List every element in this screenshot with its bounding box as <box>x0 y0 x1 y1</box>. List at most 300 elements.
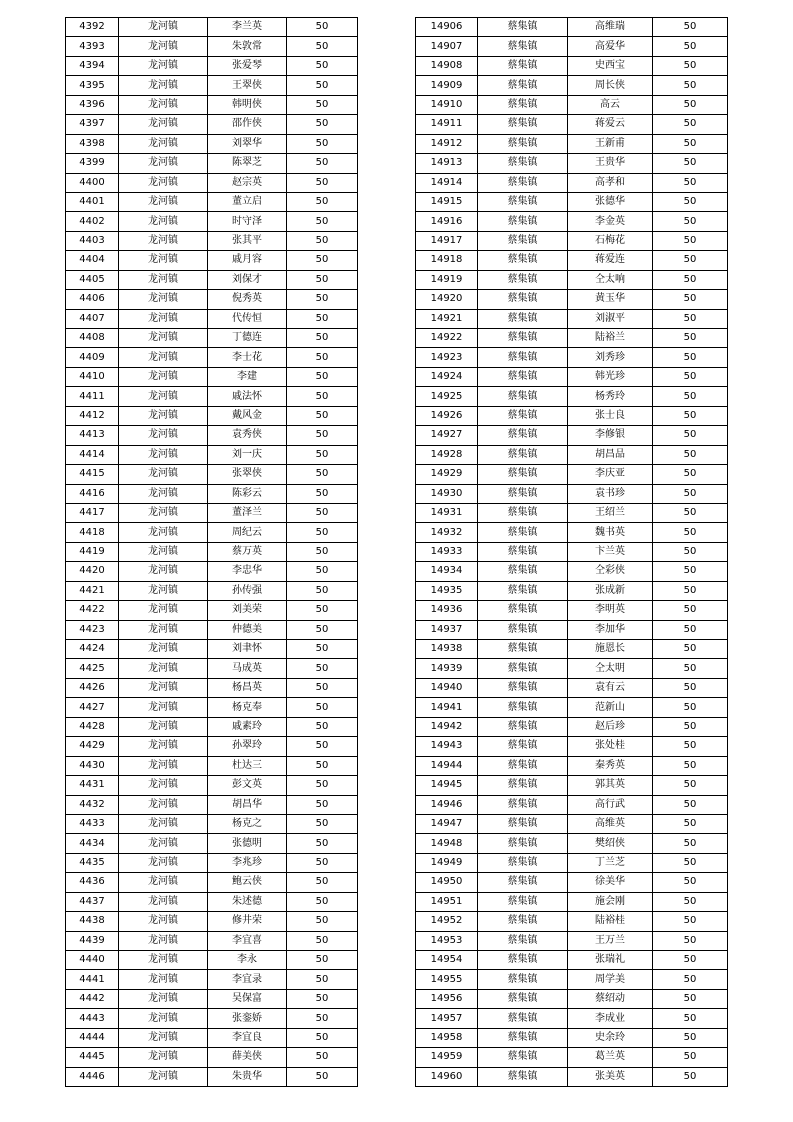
town-cell: 龙河镇 <box>119 853 208 872</box>
amount-cell: 50 <box>653 737 728 756</box>
person-name-cell: 高孝和 <box>568 173 653 192</box>
record-number: 14951 <box>416 892 478 911</box>
table-row <box>416 795 728 814</box>
amount-cell: 50 <box>653 56 728 75</box>
town-cell: 蔡集镇 <box>478 76 568 95</box>
amount-cell: 50 <box>287 426 358 445</box>
record-number: 14911 <box>416 115 478 134</box>
amount-cell: 50 <box>653 620 728 639</box>
amount-cell: 50 <box>287 367 358 386</box>
table-row <box>416 659 728 678</box>
table-row <box>416 1028 728 1047</box>
record-number: 4411 <box>66 387 119 406</box>
town-cell: 龙河镇 <box>119 717 208 736</box>
person-name-cell: 李兰英 <box>208 18 287 37</box>
town-cell: 龙河镇 <box>119 737 208 756</box>
record-number: 4441 <box>66 970 119 989</box>
town-cell: 龙河镇 <box>119 426 208 445</box>
record-number: 14944 <box>416 756 478 775</box>
table-row <box>66 756 358 775</box>
amount-cell: 50 <box>653 834 728 853</box>
person-name-cell: 吴保富 <box>208 989 287 1008</box>
table-row <box>416 212 728 231</box>
town-cell: 龙河镇 <box>119 367 208 386</box>
record-number: 4394 <box>66 56 119 75</box>
person-name-cell: 史西宝 <box>568 56 653 75</box>
amount-cell: 50 <box>287 154 358 173</box>
amount-cell: 50 <box>287 562 358 581</box>
record-number: 14934 <box>416 562 478 581</box>
town-cell: 龙河镇 <box>119 329 208 348</box>
town-cell: 蔡集镇 <box>478 542 568 561</box>
person-name-cell: 施会刚 <box>568 892 653 911</box>
person-name-cell: 郭其英 <box>568 776 653 795</box>
town-cell: 龙河镇 <box>119 115 208 134</box>
town-cell: 龙河镇 <box>119 581 208 600</box>
person-name-cell: 李庆亚 <box>568 465 653 484</box>
table-row <box>416 523 728 542</box>
amount-cell: 50 <box>287 678 358 697</box>
record-number: 14947 <box>416 814 478 833</box>
record-number: 4406 <box>66 290 119 309</box>
record-number: 14959 <box>416 1048 478 1067</box>
town-cell: 龙河镇 <box>119 56 208 75</box>
record-number: 4438 <box>66 912 119 931</box>
town-cell: 龙河镇 <box>119 1009 208 1028</box>
amount-cell: 50 <box>653 367 728 386</box>
table-row <box>66 173 358 192</box>
person-name-cell: 彭文英 <box>208 776 287 795</box>
person-name-cell: 高云 <box>568 95 653 114</box>
person-name-cell: 张其平 <box>208 231 287 250</box>
table-row <box>416 134 728 153</box>
record-number: 14952 <box>416 912 478 931</box>
table-row <box>416 776 728 795</box>
record-number: 4427 <box>66 698 119 717</box>
amount-cell: 50 <box>653 640 728 659</box>
amount-cell: 50 <box>287 989 358 1008</box>
table-row <box>416 912 728 931</box>
table-row <box>66 231 358 250</box>
record-number: 14922 <box>416 329 478 348</box>
amount-cell: 50 <box>287 95 358 114</box>
record-number: 4409 <box>66 348 119 367</box>
amount-cell: 50 <box>287 387 358 406</box>
record-number: 4444 <box>66 1028 119 1047</box>
table-row <box>66 1048 358 1067</box>
record-number: 4407 <box>66 309 119 328</box>
table-row <box>66 873 358 892</box>
town-cell: 龙河镇 <box>119 18 208 37</box>
record-number: 14938 <box>416 640 478 659</box>
person-name-cell: 王贵华 <box>568 154 653 173</box>
town-cell: 龙河镇 <box>119 814 208 833</box>
record-number: 4435 <box>66 853 119 872</box>
record-number: 14941 <box>416 698 478 717</box>
person-name-cell: 史余玲 <box>568 1028 653 1047</box>
table-row <box>416 37 728 56</box>
amount-cell: 50 <box>653 465 728 484</box>
amount-cell: 50 <box>653 698 728 717</box>
amount-cell: 50 <box>287 18 358 37</box>
town-cell: 蔡集镇 <box>478 834 568 853</box>
amount-cell: 50 <box>287 56 358 75</box>
person-name-cell: 刘美荣 <box>208 601 287 620</box>
person-name-cell: 杨秀玲 <box>568 387 653 406</box>
table-row <box>66 290 358 309</box>
record-number: 4413 <box>66 426 119 445</box>
amount-cell: 50 <box>653 231 728 250</box>
town-cell: 蔡集镇 <box>478 562 568 581</box>
person-name-cell: 仝太响 <box>568 270 653 289</box>
town-cell: 蔡集镇 <box>478 192 568 211</box>
person-name-cell: 杨克奉 <box>208 698 287 717</box>
person-name-cell: 王万兰 <box>568 931 653 950</box>
amount-cell: 50 <box>287 115 358 134</box>
town-cell: 龙河镇 <box>119 445 208 464</box>
town-cell: 蔡集镇 <box>478 134 568 153</box>
amount-cell: 50 <box>287 406 358 425</box>
table-row <box>66 56 358 75</box>
amount-cell: 50 <box>287 309 358 328</box>
table-row <box>416 231 728 250</box>
amount-cell: 50 <box>287 931 358 950</box>
record-number: 14918 <box>416 251 478 270</box>
table-row <box>66 562 358 581</box>
person-name-cell: 樊绍侠 <box>568 834 653 853</box>
town-cell: 龙河镇 <box>119 659 208 678</box>
person-name-cell: 李加华 <box>568 620 653 639</box>
amount-cell: 50 <box>653 251 728 270</box>
town-cell: 蔡集镇 <box>478 426 568 445</box>
record-number: 4408 <box>66 329 119 348</box>
person-name-cell: 代传恒 <box>208 309 287 328</box>
record-number: 14930 <box>416 484 478 503</box>
table-row <box>66 503 358 522</box>
amount-cell: 50 <box>653 18 728 37</box>
record-number: 4430 <box>66 756 119 775</box>
record-number: 4432 <box>66 795 119 814</box>
table-row <box>66 834 358 853</box>
record-number: 14946 <box>416 795 478 814</box>
town-cell: 蔡集镇 <box>478 640 568 659</box>
person-name-cell: 张成新 <box>568 581 653 600</box>
record-number: 4398 <box>66 134 119 153</box>
person-name-cell: 杨克之 <box>208 814 287 833</box>
person-name-cell: 刘一庆 <box>208 445 287 464</box>
table-row <box>416 892 728 911</box>
table-row <box>416 737 728 756</box>
amount-cell: 50 <box>653 95 728 114</box>
table-row <box>66 970 358 989</box>
amount-cell: 50 <box>653 348 728 367</box>
town-cell: 蔡集镇 <box>478 523 568 542</box>
town-cell: 龙河镇 <box>119 892 208 911</box>
person-name-cell: 李忠华 <box>208 562 287 581</box>
town-cell: 蔡集镇 <box>478 154 568 173</box>
amount-cell: 50 <box>653 270 728 289</box>
table-row <box>66 912 358 931</box>
amount-cell: 50 <box>653 562 728 581</box>
town-cell: 蔡集镇 <box>478 1048 568 1067</box>
person-name-cell: 马成英 <box>208 659 287 678</box>
person-name-cell: 高维瑞 <box>568 18 653 37</box>
person-name-cell: 蒋爱云 <box>568 115 653 134</box>
town-cell: 龙河镇 <box>119 251 208 270</box>
person-name-cell: 李成业 <box>568 1009 653 1028</box>
record-number: 14913 <box>416 154 478 173</box>
record-number: 14932 <box>416 523 478 542</box>
person-name-cell: 时守泽 <box>208 212 287 231</box>
record-number: 14949 <box>416 853 478 872</box>
record-number: 14953 <box>416 931 478 950</box>
table-row <box>66 406 358 425</box>
town-cell: 龙河镇 <box>119 542 208 561</box>
record-number: 14907 <box>416 37 478 56</box>
amount-cell: 50 <box>287 1009 358 1028</box>
person-name-cell: 袁秀侠 <box>208 426 287 445</box>
town-cell: 蔡集镇 <box>478 484 568 503</box>
town-cell: 蔡集镇 <box>478 95 568 114</box>
table-row <box>66 115 358 134</box>
amount-cell: 50 <box>653 154 728 173</box>
table-row <box>66 737 358 756</box>
amount-cell: 50 <box>287 270 358 289</box>
town-cell: 龙河镇 <box>119 192 208 211</box>
person-name-cell: 丁德连 <box>208 329 287 348</box>
person-name-cell: 卞兰英 <box>568 542 653 561</box>
record-number: 14929 <box>416 465 478 484</box>
person-name-cell: 倪秀英 <box>208 290 287 309</box>
town-cell: 蔡集镇 <box>478 18 568 37</box>
town-cell: 龙河镇 <box>119 795 208 814</box>
person-name-cell: 蔡绍动 <box>568 989 653 1008</box>
amount-cell: 50 <box>653 912 728 931</box>
person-name-cell: 仝彩侠 <box>568 562 653 581</box>
town-cell: 龙河镇 <box>119 465 208 484</box>
amount-cell: 50 <box>653 776 728 795</box>
town-cell: 龙河镇 <box>119 678 208 697</box>
table-row <box>416 290 728 309</box>
table-row <box>416 542 728 561</box>
amount-cell: 50 <box>287 581 358 600</box>
person-name-cell: 蒋爱连 <box>568 251 653 270</box>
town-cell: 龙河镇 <box>119 1067 208 1086</box>
table-row <box>66 367 358 386</box>
town-cell: 龙河镇 <box>119 387 208 406</box>
person-name-cell: 黄玉华 <box>568 290 653 309</box>
person-name-cell: 杨昌英 <box>208 678 287 697</box>
person-name-cell: 赵宗英 <box>208 173 287 192</box>
amount-cell: 50 <box>287 329 358 348</box>
town-cell: 蔡集镇 <box>478 465 568 484</box>
record-number: 14920 <box>416 290 478 309</box>
person-name-cell: 周长侠 <box>568 76 653 95</box>
table-row <box>416 1067 728 1086</box>
person-name-cell: 鲍云侠 <box>208 873 287 892</box>
amount-cell: 50 <box>653 37 728 56</box>
table-row <box>416 465 728 484</box>
person-name-cell: 胡昌品 <box>568 445 653 464</box>
amount-cell: 50 <box>653 581 728 600</box>
person-name-cell: 刘翠华 <box>208 134 287 153</box>
person-name-cell: 孙翠玲 <box>208 737 287 756</box>
table-row <box>66 717 358 736</box>
amount-cell: 50 <box>287 970 358 989</box>
record-number: 14917 <box>416 231 478 250</box>
amount-cell: 50 <box>287 290 358 309</box>
table-row <box>66 134 358 153</box>
table-row <box>416 931 728 950</box>
record-number: 4402 <box>66 212 119 231</box>
record-number: 4405 <box>66 270 119 289</box>
table-row <box>416 951 728 970</box>
table-row <box>66 698 358 717</box>
amount-cell: 50 <box>287 212 358 231</box>
amount-cell: 50 <box>287 951 358 970</box>
town-cell: 蔡集镇 <box>478 251 568 270</box>
roster-table-left <box>65 17 358 1087</box>
person-name-cell: 蔡万英 <box>208 542 287 561</box>
record-number: 4437 <box>66 892 119 911</box>
table-row <box>416 698 728 717</box>
table-row <box>66 640 358 659</box>
record-number: 4415 <box>66 465 119 484</box>
town-cell: 龙河镇 <box>119 173 208 192</box>
record-number: 14927 <box>416 426 478 445</box>
town-cell: 龙河镇 <box>119 970 208 989</box>
town-cell: 蔡集镇 <box>478 892 568 911</box>
record-number: 4419 <box>66 542 119 561</box>
person-name-cell: 王新甫 <box>568 134 653 153</box>
amount-cell: 50 <box>653 951 728 970</box>
record-number: 4416 <box>66 484 119 503</box>
table-row <box>416 1048 728 1067</box>
record-number: 4428 <box>66 717 119 736</box>
table-row <box>66 678 358 697</box>
table-row <box>416 406 728 425</box>
record-number: 14931 <box>416 503 478 522</box>
record-number: 4422 <box>66 601 119 620</box>
table-row <box>66 795 358 814</box>
town-cell: 蔡集镇 <box>478 231 568 250</box>
table-row <box>66 620 358 639</box>
person-name-cell: 李建 <box>208 367 287 386</box>
record-number: 4426 <box>66 678 119 697</box>
record-number: 14925 <box>416 387 478 406</box>
town-cell: 蔡集镇 <box>478 581 568 600</box>
amount-cell: 50 <box>287 873 358 892</box>
record-number: 4446 <box>66 1067 119 1086</box>
table-row <box>416 581 728 600</box>
amount-cell: 50 <box>287 834 358 853</box>
table-row <box>66 270 358 289</box>
table-row <box>66 348 358 367</box>
person-name-cell: 徐美华 <box>568 873 653 892</box>
person-name-cell: 朱述德 <box>208 892 287 911</box>
person-name-cell: 袁有云 <box>568 678 653 697</box>
amount-cell: 50 <box>653 659 728 678</box>
amount-cell: 50 <box>653 795 728 814</box>
person-name-cell: 仝太明 <box>568 659 653 678</box>
table-row <box>66 951 358 970</box>
amount-cell: 50 <box>287 251 358 270</box>
person-name-cell: 戚月容 <box>208 251 287 270</box>
amount-cell: 50 <box>287 523 358 542</box>
table-row <box>66 542 358 561</box>
record-number: 14943 <box>416 737 478 756</box>
table-row <box>66 814 358 833</box>
amount-cell: 50 <box>287 348 358 367</box>
town-cell: 龙河镇 <box>119 290 208 309</box>
amount-cell: 50 <box>653 873 728 892</box>
town-cell: 龙河镇 <box>119 348 208 367</box>
amount-cell: 50 <box>653 523 728 542</box>
town-cell: 蔡集镇 <box>478 601 568 620</box>
table-row <box>66 95 358 114</box>
record-number: 14912 <box>416 134 478 153</box>
amount-cell: 50 <box>653 853 728 872</box>
record-number: 14928 <box>416 445 478 464</box>
person-name-cell: 李士花 <box>208 348 287 367</box>
town-cell: 龙河镇 <box>119 873 208 892</box>
town-cell: 龙河镇 <box>119 1048 208 1067</box>
person-name-cell: 韩光珍 <box>568 367 653 386</box>
record-number: 4412 <box>66 406 119 425</box>
town-cell: 蔡集镇 <box>478 912 568 931</box>
person-name-cell: 刘聿怀 <box>208 640 287 659</box>
amount-cell: 50 <box>653 76 728 95</box>
roster-table-right <box>415 17 728 1087</box>
record-number: 14921 <box>416 309 478 328</box>
table-row <box>416 367 728 386</box>
town-cell: 蔡集镇 <box>478 115 568 134</box>
table-row <box>66 523 358 542</box>
table-row <box>66 776 358 795</box>
town-cell: 蔡集镇 <box>478 678 568 697</box>
record-number: 14939 <box>416 659 478 678</box>
table-row <box>66 659 358 678</box>
town-cell: 龙河镇 <box>119 406 208 425</box>
person-name-cell: 仲德美 <box>208 620 287 639</box>
table-row <box>66 76 358 95</box>
town-cell: 蔡集镇 <box>478 717 568 736</box>
record-number: 14955 <box>416 970 478 989</box>
town-cell: 蔡集镇 <box>478 212 568 231</box>
record-number: 14906 <box>416 18 478 37</box>
amount-cell: 50 <box>287 484 358 503</box>
table-row <box>416 426 728 445</box>
record-number: 14919 <box>416 270 478 289</box>
person-name-cell: 陆裕兰 <box>568 329 653 348</box>
town-cell: 蔡集镇 <box>478 737 568 756</box>
person-name-cell: 张銮娇 <box>208 1009 287 1028</box>
amount-cell: 50 <box>287 795 358 814</box>
amount-cell: 50 <box>653 426 728 445</box>
amount-cell: 50 <box>287 756 358 775</box>
record-number: 4442 <box>66 989 119 1008</box>
person-name-cell: 戚素玲 <box>208 717 287 736</box>
amount-cell: 50 <box>287 640 358 659</box>
record-number: 14923 <box>416 348 478 367</box>
table-row <box>416 989 728 1008</box>
record-number: 4397 <box>66 115 119 134</box>
town-cell: 龙河镇 <box>119 503 208 522</box>
town-cell: 蔡集镇 <box>478 951 568 970</box>
record-number: 14916 <box>416 212 478 231</box>
town-cell: 龙河镇 <box>119 834 208 853</box>
record-number: 4440 <box>66 951 119 970</box>
